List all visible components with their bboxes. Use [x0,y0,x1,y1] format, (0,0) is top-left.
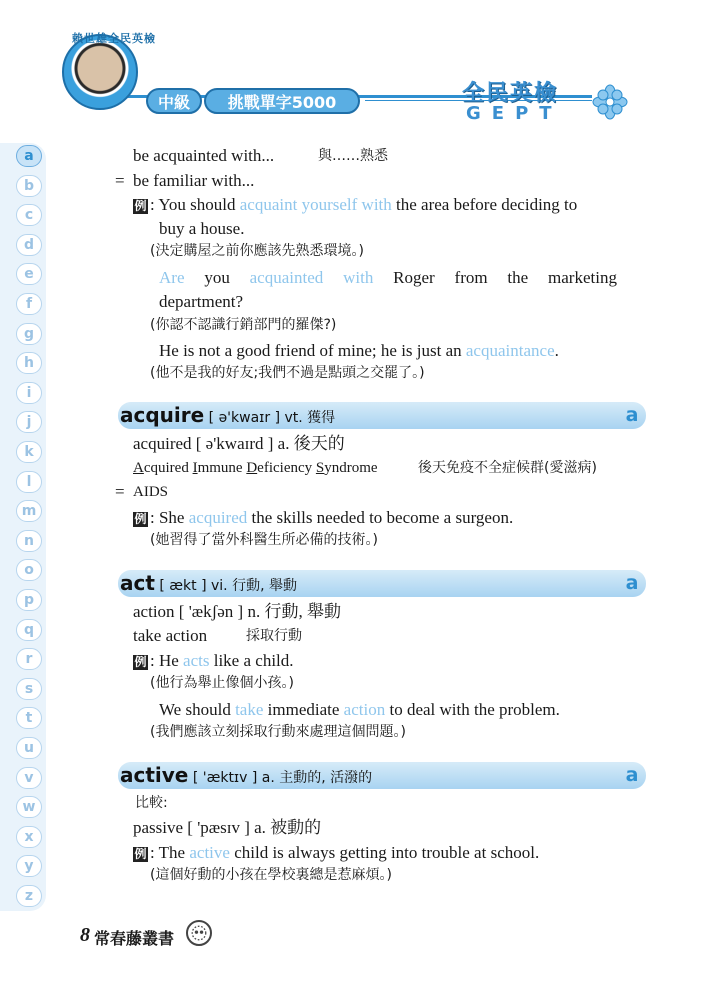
alphabet-tab-u[interactable]: u [16,737,42,759]
alphabet-tab-m[interactable]: m [16,500,42,522]
alphabet-tab-s[interactable]: s [16,678,42,700]
entry-header-acquire [118,402,646,429]
alphabet-tab-o[interactable]: o [16,559,42,581]
alphabet-tab-p[interactable]: p [16,589,42,611]
example-translation: (這個好動的小孩在學校裏總是惹麻煩。) [150,867,392,883]
alphabet-tab-a[interactable]: a [16,145,42,167]
alphabet-tab-v[interactable]: v [16,767,42,789]
alphabet-tab-f[interactable]: f [16,293,42,315]
alphabet-tab-w[interactable]: w [16,796,42,818]
alphabet-tab-j[interactable]: j [16,411,42,433]
acronym-translation: 後天免疫不全症候群(愛滋病) [418,460,597,476]
alphabet-tab-y[interactable]: y [16,855,42,877]
alphabet-tab-d[interactable]: d [16,234,42,256]
alphabet-tab-k[interactable]: k [16,441,42,463]
example-sentence: He is not a good friend of mine; he is just an acquaintance. [159,341,559,360]
example-translation: (你認不認識行銷部門的羅傑?) [150,317,337,333]
example-translation: (他行為舉止像個小孩。) [150,675,294,691]
phrase-translation: 採取行動 [246,628,302,644]
equals-sign: = [115,171,125,190]
publisher-logo-icon [186,920,212,946]
alphabet-tab-z[interactable]: z [16,885,42,907]
example-translation: (決定購屋之前你應該先熟悉環境。) [150,243,364,259]
derived-word: action [ 'ækʃən ] n. 行動, 舉動 [133,602,341,621]
phrase: take action [133,626,208,645]
alphabet-tab-b[interactable]: b [16,175,42,197]
phrase: be acquainted with... [133,146,275,165]
alphabet-tab-l[interactable]: l [16,471,42,493]
alphabet-tab-h[interactable]: h [16,352,42,374]
related-word: passive [ 'pæsɪv ] a. 被動的 [133,818,322,837]
publisher-name: 常春藤叢書 [94,929,175,948]
derived-word: acquired [ ə'kwaɪrd ] a. 後天的 [133,434,345,453]
headword: active [120,763,189,787]
series-pill: 挑戰單字5000 [204,88,360,114]
example-translation: (他不是我的好友;我們不過是點頭之交罷了。) [150,365,425,381]
example-marker-icon: 例 [134,655,147,669]
synonym: AIDS [133,484,169,500]
gept-title-en: GEPT [466,103,563,124]
equals-sign: = [115,482,125,501]
alphabet-tab-x[interactable]: x [16,826,42,848]
letter-badge: a [625,404,639,426]
pronunciation-and-definition: [ ə'kwaɪr ] vt. 獲得 [204,410,336,426]
alphabet-tab-t[interactable]: t [16,707,42,729]
letter-badge: a [625,572,639,594]
alphabet-tab-q[interactable]: q [16,619,42,641]
example-sentence: 例 : The active child is always getting into trouble at school. [134,843,540,862]
pronunciation-and-definition: [ ækt ] vi. 行動, 舉動 [154,578,297,594]
alphabet-tab-n[interactable]: n [16,530,42,552]
alphabet-tab-g[interactable]: g [16,323,42,345]
acronym-expansion: Acquired Immune Deficiency Syndrome [133,460,378,476]
example-sentence: 例 : She acquired the skills needed to become a surgeon. [134,508,514,527]
letter-badge: a [625,764,639,786]
alphabet-tab-c[interactable]: c [16,204,42,226]
example-marker-icon: 例 [134,199,147,213]
example-sentence: Are you acquainted with Roger from the marketing [159,268,617,287]
page-number: 8 [80,924,90,946]
flower-icon [592,84,628,120]
synonym: be familiar with... [133,171,255,190]
example-sentence: 例 : You should acquaint yourself with the area before deciding to [134,195,578,214]
example-sentence: 例 : He acts like a child. [134,651,294,670]
headword: act [120,571,155,595]
example-translation: (她習得了當外科醫生所必備的技術。) [150,532,378,548]
example-sentence-cont: department? [159,292,244,311]
alphabet-tab-r[interactable]: r [16,648,42,670]
compare-label: 比較: [135,795,168,811]
phrase-translation: 與……熟悉 [318,148,388,164]
example-marker-icon: 例 [134,512,147,526]
example-translation: (我們應該立刻採取行動來處理這個問題。) [150,724,406,740]
example-sentence-cont: buy a house. [159,219,245,238]
example-marker-icon: 例 [134,847,147,861]
headword: acquire [120,403,205,427]
avatar-caption: 賴世雄全民英檢 [72,32,156,45]
pronunciation-and-definition: [ 'æktɪv ] a. 主動的, 活潑的 [188,770,373,786]
gept-title-cn: 全民英檢 [462,81,559,106]
entry-header-active [118,762,646,789]
entry-header-act [118,570,646,597]
alphabet-tab-i[interactable]: i [16,382,42,404]
alphabet-tab-e[interactable]: e [16,263,42,285]
level-pill: 中級 [146,88,202,114]
example-sentence: We should take immediate action to deal with the problem. [159,700,560,719]
